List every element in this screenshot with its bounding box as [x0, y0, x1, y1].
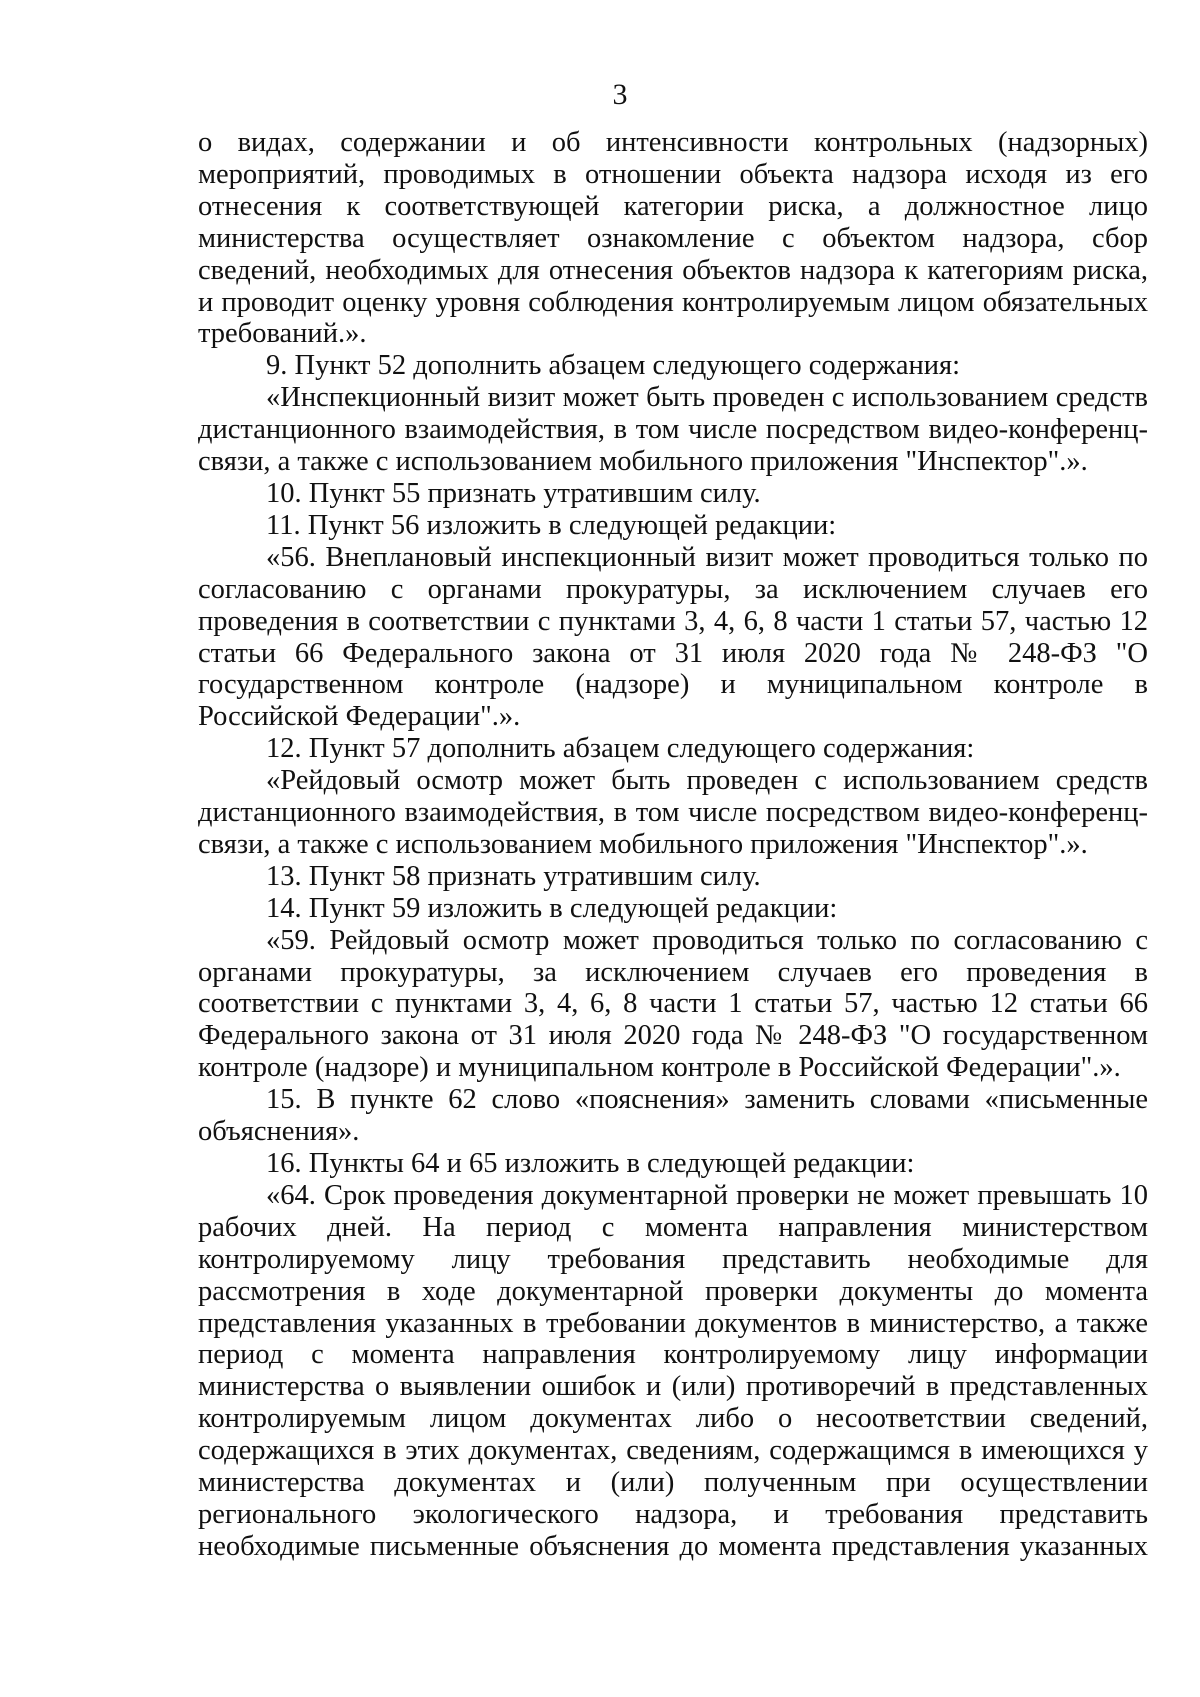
- paragraph-item-11-quote: «56. Внеплановый инспекционный визит может проводиться только по согласованию с органами прокуратуры, за исключением случаев его проведения в соответствии с пунктами 3, 4, 6, 8 части 1 статьи 57, частью 12 статьи 66 Федерального закона от 31 июля 2020 года № 248-ФЗ "О государственном контроле (надзоре) и муниципальном контроле в Российской Федерации".».: [198, 541, 1148, 733]
- paragraph-item-9-quote: «Инспекционный визит может быть проведен с использованием средств дистанционного взаимодействия, в том числе посредством видео-конференц-связи, а также с использованием мобильного приложения "Инспектор".».: [198, 382, 1148, 478]
- paragraph-item-12: 12. Пункт 57 дополнить абзацем следующего содержания:: [266, 733, 975, 765]
- paragraph-item-12-quote: «Рейдовый осмотр может быть проведен с использованием средств дистанционного взаимодействия, в том числе посредством видео-конференц-связи, а также с использованием мобильного приложения "Инспектор".».: [198, 765, 1148, 860]
- page-number: 3: [612, 78, 628, 111]
- paragraph-item-16: 16. Пункты 64 и 65 изложить в следующей редакции:: [266, 1148, 915, 1179]
- paragraph-item-16-quote: «64. Срок проведения документарной проверки не может превышать 10 рабочих дней. На период с момента направления министерством контролируемому лицу требования представить необходимые для рассмотрения в ходе документарной проверки документы до момента представления указанных в требовании документов в министерство, а также период с момента направления контролируемому лицу информации министерства о выявлении ошибок и (или) противоречий в представленных контролируемым лицом документах либо о несоответствии сведений, содержащихся в этих документах, сведениям, содержащимся в имеющихся у министерства документах и (или) полученным при осуществлении регионального экологического надзора, и требования представить необходимые письменные объяснения до момента представления указанных: [198, 1179, 1148, 1562]
- paragraph-item-10: 10. Пункт 55 признать утратившим силу.: [266, 477, 761, 509]
- paragraph-item-13: 13. Пункт 58 признать утратившим силу.: [266, 860, 761, 892]
- paragraph-item-9: 9. Пункт 52 дополнить абзацем следующего содержания:: [266, 350, 961, 382]
- document-body: [198, 127, 1148, 1563]
- paragraph-continuation: о видах, содержании и об интенсивности контрольных (надзорных) мероприятий, проводимых в отношении объекта надзора исходя из его отнесения к соответствующей категории риска, а должностное лицо министерства осуществляет ознакомление с объектом надзора, сбор сведений, необходимых для отнесения объектов надзора к категориям риска, и проводит оценку уровня соблюдения контролируемым лицом обязательных требований.».: [198, 127, 1148, 350]
- paragraph-item-15: 15. В пункте 62 слово «пояснения» заменить словами «письменные объяснения».: [198, 1084, 1148, 1148]
- paragraph-item-11: 11. Пункт 56 изложить в следующей редакции:: [266, 509, 837, 541]
- paragraph-item-14-quote: «59. Рейдовый осмотр может проводиться только по согласованию с органами прокуратуры, за исключением случаев его проведения в соответствии с пунктами 3, 4, 6, 8 части 1 статьи 57, частью 12 статьи 66 Федерального закона от 31 июля 2020 года № 248-ФЗ "О государственном контроле (надзоре) и муниципальном контроле в Российской Федерации".».: [198, 924, 1148, 1084]
- paragraph-item-14: 14. Пункт 59 изложить в следующей редакции:: [266, 892, 838, 924]
